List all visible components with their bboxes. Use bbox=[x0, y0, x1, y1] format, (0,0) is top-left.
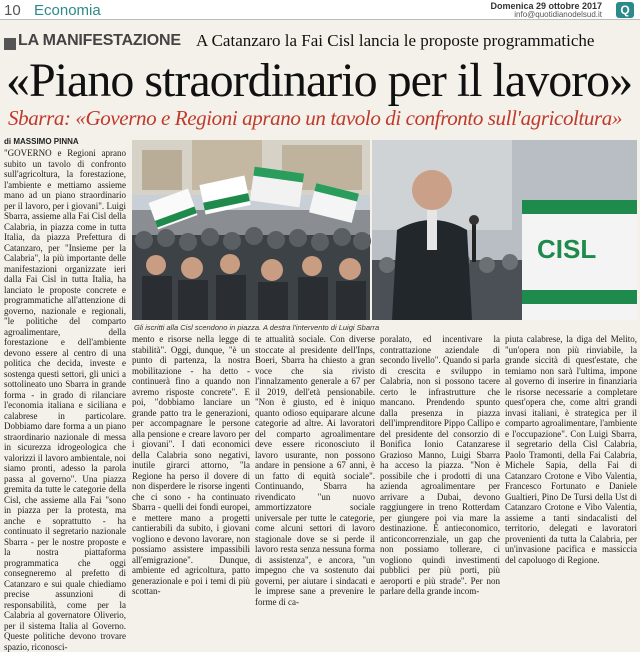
subheadline: Sbarra: «Governo e Regioni aprano un tavolo di confronto sull'agricoltura» bbox=[8, 106, 622, 130]
article-column-2: mento e risorse nella legge di stabilità". Oggi, dunque, "è un punto di partenza, la nostra mobilitazione - ha detto - continuerà fino a quando non avremo risposte concrete". E poi, "dobbiamo lanciare un grande patto tra le generazioni, per accompagnare le persone alla pensione e creare lavoro per i giovani". I dati economici della Calabria sono negativi, inutile girarci attorno, "la Regione ha perso il dovere di non disperdere le risorse ingenti che ci sono - ha continuato Sbarra - quelli dei fondi europei, e mettere mano a progetti cantierabili da subito, i giovani vogliono e devono lavorare, non possiamo assistere impassibili all'emigrazione". Dunque, ambiente ed agricoltura, patto generazionale e poi i temi di più scottan- bbox=[132, 334, 250, 596]
kicker: LA MANIFESTAZIONE bbox=[18, 32, 181, 49]
photo-speaker bbox=[372, 140, 637, 320]
section-label: Economia bbox=[34, 2, 101, 19]
speaker-illustration bbox=[372, 140, 637, 320]
banner-text: CISL bbox=[537, 234, 597, 264]
contact-email[interactable]: info@quotidianodelsud.it bbox=[514, 10, 602, 19]
issue-date: Domenica 29 ottobre 2017 bbox=[490, 1, 602, 11]
article-column-1: "GOVERNO e Regioni aprano subito un tavolo di confronto sull'agricoltura, la forestazione, l'ambiente e mettiamo assieme mano ad un piano straordinario per il lavoro, per i giovani". Luigi Sbarra, assieme alla Fai Cisl della Calabria, in piazza come in tutta Italia, da piazza Prefettura di Catanzaro, per "Insieme per la Calabria", la più importante delle manifestazioni organizzate ieri dalla Fai Cisl in tutta Italia, ha lanciato le proposte concrete e programmatiche all'attenzione di governo, nazionale e regionali, "le politiche del comparto agroalimentare, della forestazione e dell'ambiente devono essere al centro di una politica che decida, investe e sostenga questi settori, gli unici a sottolineato uno Sbarra in grande forma - in grado di rilanciare l'economia italiana e siciliana e calabrese in particolare. Dobbiamo dare forma a un piano straordinario nazionale di messa in sicurezza idrogeologica che valorizzi il lavoro ambientale, noi siamo pronti, adesso la parola passa al governo". Una piazza gremita da tutte le categorie della Cisl, che assieme alla Fai "sono in piazza per la protesta, ma anche e soprattutto - ha continuato il segretario nazionale Sbarra - per le nostre proposte e la nostra piattaforma programmatica che oggi consegneremo al prefetto di Catanzaro e sui quale chiediamo precise assunzioni di responsabilità, come per la Calabria al governatore Oliverio, per il sistema Italia al Governo. Queste politiche devono trovare spazio, riconosci- bbox=[4, 148, 126, 652]
article-column-3: te attualità sociale. Con diverse stoccate al presidente dell'Inps, Boeri, Sbarra ha chiesto a gran voce che sia rivisto l'innalzamento generale a 67 per il 2019, dell'età pensionabile. "Non è giusto, ed è iniquo quanto odioso equiparare alcune categorie ad altre. Ai lavoratori del comparto agroalimentare deve essere riconosciuto il lavoro usurante, non possono andare in pensione a 67 anni, è un fatto di equità sociale". Continuando, Sbarra ha rivendicato "un nuovo ammortizzatore sociale universale per tutte le categorie, come alcuni settori di lavoro stagionale dove se si perde il lavoro resta senza nessuna forma di assistenza", e ancora, "un impegno che va sostenuto dai governi, per aiutare i sindacati e le imprese sane a prevenire le forme di ca- bbox=[255, 334, 375, 607]
page-number: 10 bbox=[4, 2, 21, 19]
kicker-subtitle: A Catanzaro la Fai Cisl lancia le proposte programmatiche bbox=[196, 31, 595, 50]
byline: di MASSIMO PINNA bbox=[4, 137, 79, 146]
photo-crowd bbox=[132, 140, 370, 320]
newspaper-logo-icon: Q bbox=[616, 2, 634, 18]
article-column-4: poralato, ed incentivare la contrattazione aziendale di secondo livello". Quando si parla di crescita e sviluppo in Calabria, non si possono tacere certo le infrastrutture che mancano. Prendendo spunto dalla presenza in piazza dell'imprenditore Pippo Callipo e del presidente del consorzio di Bonifica Ionio Catanzarese Grazioso Manno, Luigi Sbarra ha acceso la piazza. "Non è possibile che i prodotti di una azienda agroalimentare per arrivare a Dubai, devono raggiungere in treno Rotterdam per giungere poi via mare la destinazione. È antieconomico, anticoncorrenziale, un gap che non possiamo tollerare, ci vogliono quindi investimenti pubblici per più porti, più aeroporti e più strade". Per non parlare della grande incom- bbox=[380, 334, 500, 596]
article-column-5: piuta calabrese, la diga del Melito, "un'opera non più rinviabile, la grande siccità di quest'estate, che temiamo non sarà l'ultima, impone al governo di inserire in finanziaria le risorse necessarie a completare quest'opera che, come altri grandi invasi italiani, è strategica per il comparto agroalimentare, l'ambiente e l'occupazione". Con Luigi Sbarra, il segretario della Cisl Calabria, Paolo Tramonti, della Fai Calabria, Michele Sapia, della Fai di Catanzaro Crotone e Vibo Valentia, Francesco Fortunato e Daniele Gualtieri, Pino De Tursi della Ust di Catanzaro Crotone e Vibo Valentia, assieme a tanti sindacalisti del territorio, delegati e lavoratori provenienti da tutta la Calabria, per un'invasione pacifica e massiccia del capoluogo di Regione. bbox=[505, 334, 637, 565]
page-header bbox=[0, 0, 640, 20]
kicker-square-icon bbox=[4, 38, 16, 50]
crowd-illustration bbox=[132, 140, 370, 320]
photo-caption: Gli iscritti alla Cisl scendono in piazza. A destra l'intervento di Luigi Sbarra bbox=[134, 323, 380, 332]
headline: «Piano straordinario per il lavoro» bbox=[6, 54, 633, 107]
